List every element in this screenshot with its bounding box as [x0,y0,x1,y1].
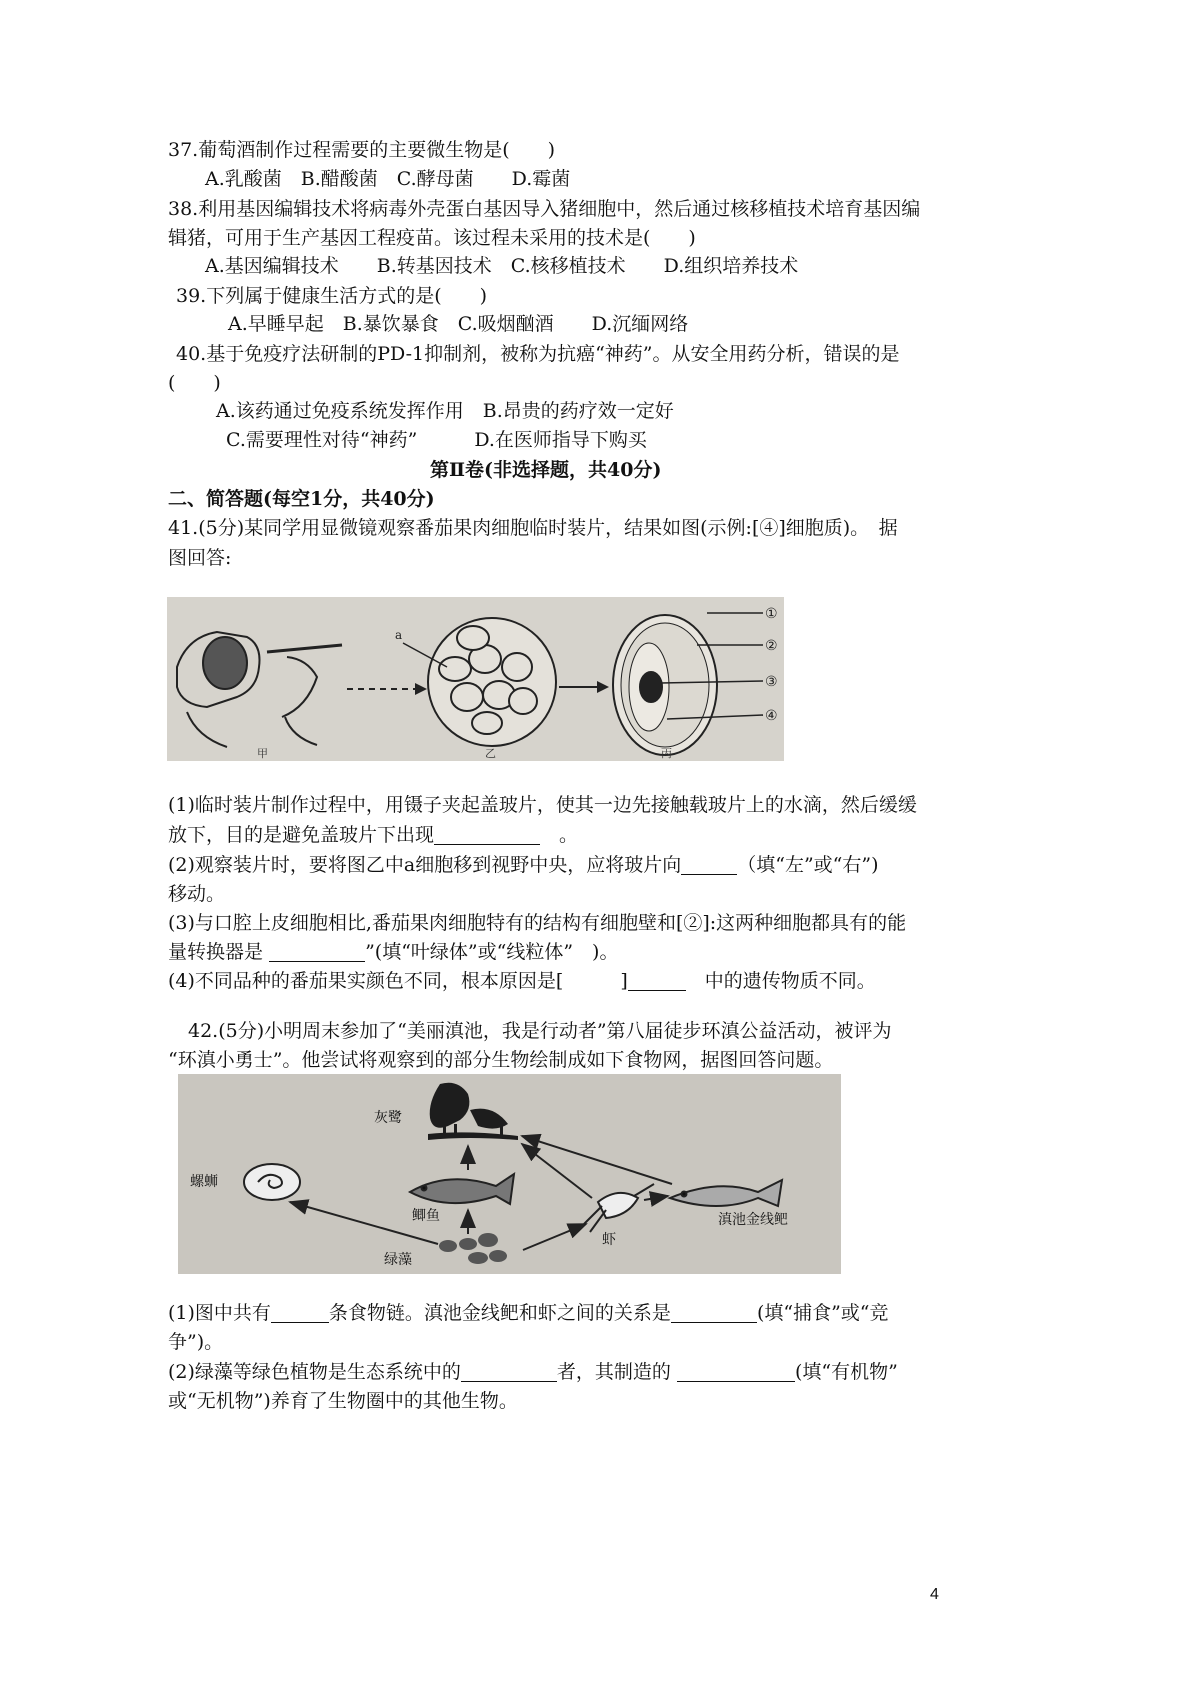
panel-label-yi: 乙 [485,747,496,760]
q41-answer-blank-4 [628,970,686,991]
section2-title: 二、简答题(每空1分，共40分) [168,488,435,510]
q40-options-2: C.需要理性对待“神药” D.在医师指导下购买 [226,429,647,451]
q42-food-web-figure [178,1074,841,1274]
q38-options: A.基因编辑技术 B.转基因技术 C.核移植技术 D.组织培养技术 [205,255,799,277]
q42-answer-blank-4 [677,1361,795,1382]
q42-p2-b: 者，其制造的 [556,1361,671,1383]
q37-options: A.乳酸菌 B.醋酸菌 C.酵母菌 D.霉菌 [205,168,571,190]
q41-p1-c: 。 [559,824,579,846]
label-barbel: 滇池金线鲃 [718,1212,788,1228]
hands-slide-illustration [177,632,342,747]
q41-p3-a: (3)与口腔上皮细胞相比,番茄果肉细胞特有的结构有细胞壁和[②]:这两种细胞都具有的能 [168,912,907,934]
q41-answer-blank-2 [681,854,737,875]
q41-p4-line [168,968,876,994]
q42-answer-blank-2 [671,1302,757,1323]
label-heron: 灰鹭 [374,1110,402,1126]
q41-p3-c: ”(填“叶绿体”或“线粒体” )。 [365,941,619,963]
algae-illustration [439,1233,507,1264]
shrimp-illustration [584,1184,654,1232]
q39-stem: 39.下列属于健康生活方式的是( ) [176,285,488,307]
arrow-algae-to-shrimp [523,1224,586,1250]
q41-p1-line2 [168,822,578,848]
panel-label-jia: 甲 [257,747,268,760]
q41-intro-2: 图回答: [168,547,232,569]
q39-options: A.早睡早起 B.暴饮暴食 C.吸烟酗酒 D.沉缅网络 [228,313,689,335]
q42-p1-line1 [168,1300,889,1326]
label-shrimp: 虾 [602,1232,616,1248]
cell-a-label: a [395,628,403,642]
q42-p1-b: 条食物链。滇池金线鲃和虾之间的关系是 [328,1302,671,1324]
part2-title: 第Ⅱ卷(非选择题，共40分) [430,459,662,481]
q38-stem-1: 38.利用基因编辑技术将病毒外壳蛋白基因导入猪细胞中，然后通过核移植技术培育基因编 [168,198,921,220]
q41-p1-a: (1)临时装片制作过程中，用镊子夹起盖玻片，使其一边先接触载玻片上的水滴，然后缓缓 [168,794,917,816]
q41-p2-a: (2)观察装片时，要将图乙中a细胞移到视野中央，应将玻片向 [168,854,682,876]
arrow-barbel-to-heron [522,1136,672,1184]
q41-p2-line1 [168,852,879,878]
q41-p3-line2 [168,939,618,965]
q42-p2-line1 [168,1359,898,1385]
page-number: 4 [930,1586,939,1603]
carp-illustration [410,1174,514,1204]
barbel-illustration [670,1180,782,1206]
callout-4: ④ [765,708,778,724]
q42-answer-blank-1 [271,1302,329,1323]
q42-intro-2: “环滇小勇士”。他尝试将观察到的部分生物绘制成如下食物网，据图回答问题。 [168,1049,834,1071]
q41-p2-b: （填“左”或“右”) [737,854,879,876]
q40-stem-1: 40.基于免疫疗法研制的PD-1抑制剂，被称为抗癌“神药”。从安全用药分析，错误的是 [176,343,900,365]
q42-p2-a: (2)绿藻等绿色植物是生态系统中的 [168,1361,461,1383]
callout-3: ③ [765,674,778,690]
q42-p1-d: 争”)。 [168,1331,224,1353]
arrow-shrimp-to-barbel [644,1196,668,1200]
q42-answer-blank-3 [461,1361,557,1382]
q40-stem-2: ( ) [168,372,221,394]
q42-p1-a: (1)图中共有 [168,1302,271,1324]
snail-illustration [244,1164,300,1200]
q41-p3-b: 量转换器是 [168,941,264,963]
microscope-field-of-view [428,618,556,746]
q41-p2-c: 移动。 [168,883,226,905]
label-carp: 鲫鱼 [412,1208,440,1224]
q42-p2-c: (填“有机物” [794,1361,898,1383]
q38-stem-2: 辑猪，可用于生产基因工程疫苗。该过程未采用的技术是( ) [168,227,696,249]
arrow-shrimp-to-heron [522,1144,592,1198]
callout-1: ① [765,606,778,622]
q42-p1-c: (填“捕食”或“竞 [756,1302,889,1324]
callout-2: ② [765,638,778,654]
q42-intro-1: 42.(5分)小明周末参加了“美丽滇池，我是行动者”第八届徒步环滇公益活动，被评为 [188,1020,892,1042]
q40-options-1: A.该药通过免疫系统发挥作用 B.昂贵的药疗效一定好 [216,400,674,422]
label-algae: 绿藻 [384,1252,412,1268]
q41-intro-1: 41.(5分)某同学用显微镜观察番茄果肉细胞临时装片，结果如图(示例:[④]细胞质)。 据 [168,517,898,539]
q41-p1-b: 放下，目的是避免盖玻片下出现 [168,824,435,846]
q37-stem: 37.葡萄酒制作过程需要的主要微生物是( ) [168,139,556,161]
q42-p2-d: 或“无机物”)养育了生物圈中的其他生物。 [168,1390,518,1412]
q41-p4-a: (4)不同品种的番茄果实颜色不同，根本原因是[ ] [168,970,628,992]
q41-answer-blank-1 [434,824,540,845]
panel-label-bing: 丙 [661,747,672,760]
label-snail: 螺蛳 [190,1174,218,1190]
q41-cell-figure [167,597,784,761]
q41-answer-blank-3 [269,941,365,962]
plant-cell-diagram [613,615,717,755]
q41-p4-b: 中的遗传物质不同。 [704,970,876,992]
heron-illustration [428,1083,518,1140]
